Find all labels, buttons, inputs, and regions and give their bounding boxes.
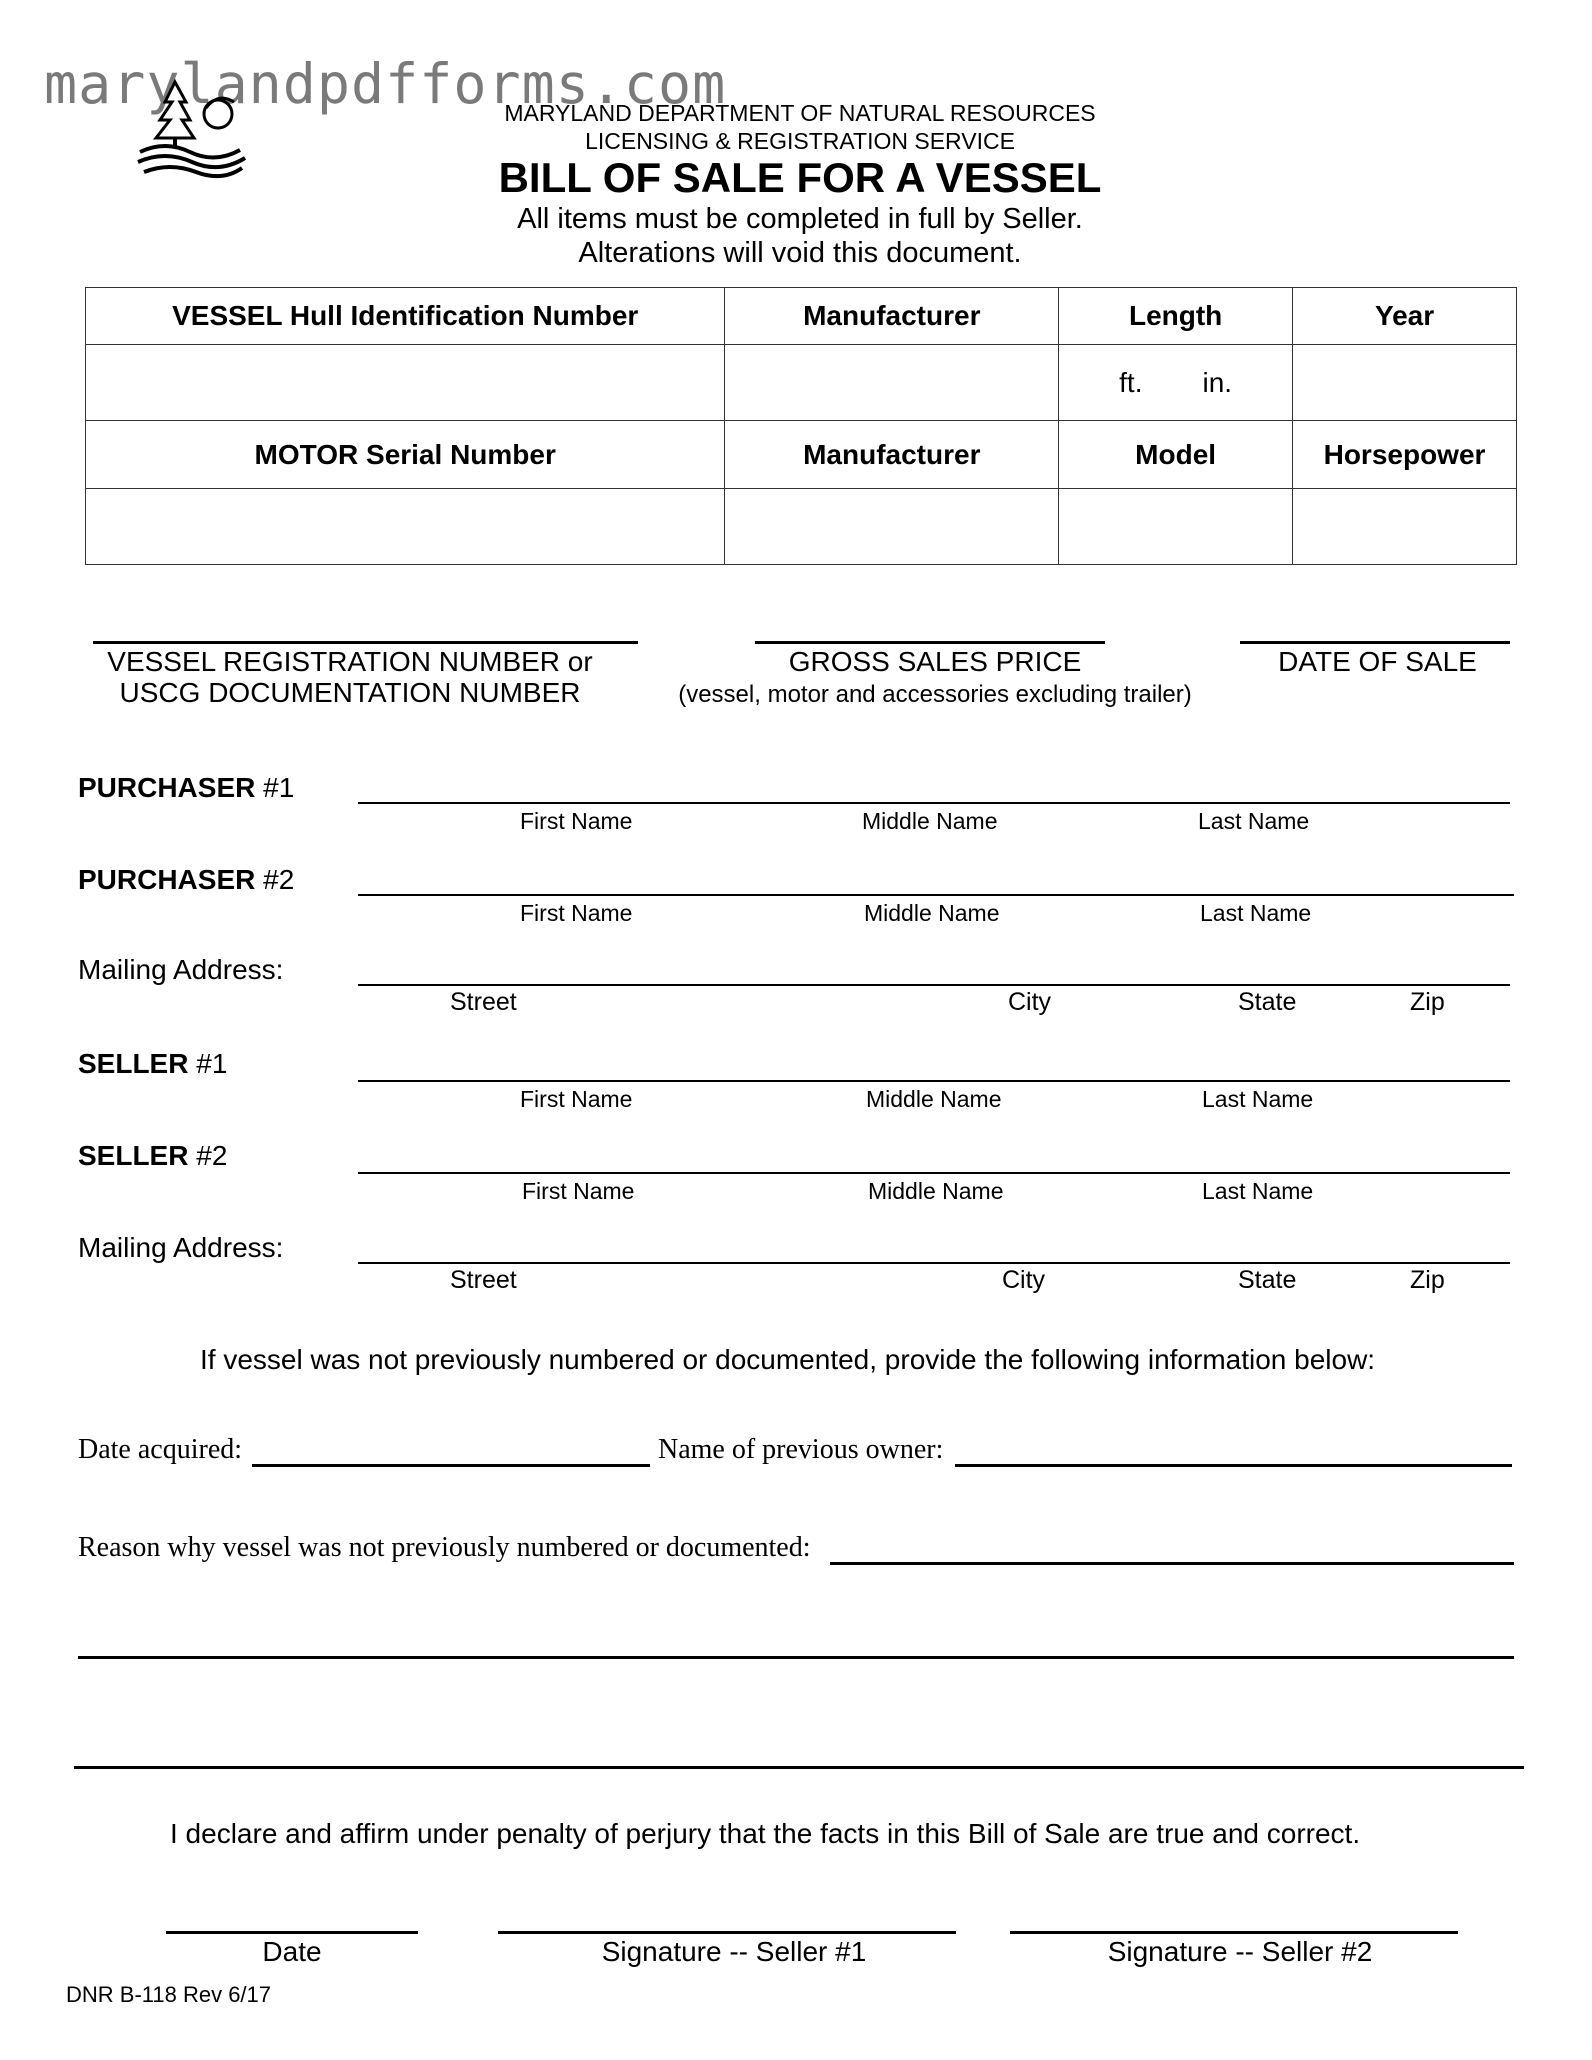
previous-owner-field[interactable] — [955, 1464, 1512, 1467]
vessel-motor-table — [85, 287, 1517, 565]
seller-2-name-field[interactable] — [358, 1172, 1510, 1174]
hull-id-header: VESSEL Hull Identification Number — [86, 288, 725, 345]
seller-2-signature-label: Signature -- Seller #2 — [1107, 1936, 1373, 1967]
seller-1-name-field[interactable] — [358, 1080, 1510, 1082]
dnr-logo — [130, 72, 255, 182]
purchaser-1-label: PURCHASER #1 — [78, 772, 295, 803]
registration-number-field[interactable] — [93, 641, 638, 644]
seller-1-first-name-label: First Name — [520, 1086, 633, 1112]
hull-id-field[interactable] — [86, 345, 725, 421]
seller-street-label: Street — [450, 1266, 517, 1294]
gross-sales-price-label: GROSS SALES PRICE — [788, 646, 1082, 677]
vessel-manufacturer-field[interactable] — [725, 345, 1059, 421]
seller-2-signature-field[interactable] — [1010, 1931, 1458, 1934]
purchaser-2-last-name-label: Last Name — [1200, 900, 1312, 926]
seller-state-label: State — [1238, 1266, 1297, 1294]
vessel-manufacturer-header: Manufacturer — [725, 288, 1059, 345]
seller-mailing-address-label: Mailing Address: — [78, 1232, 284, 1263]
year-header: Year — [1293, 288, 1517, 345]
date-of-sale-field[interactable] — [1240, 641, 1510, 644]
form-title: BILL OF SALE FOR A VESSEL — [498, 154, 1102, 201]
service-name: LICENSING & REGISTRATION SERVICE — [585, 128, 1015, 154]
seller-1-last-name-label: Last Name — [1202, 1086, 1314, 1112]
length-in-label: in. — [1202, 366, 1233, 398]
vessel-header-row — [86, 288, 1517, 345]
motor-manufacturer-header: Manufacturer — [725, 421, 1059, 489]
seller-mailing-address-field[interactable] — [358, 1262, 1510, 1264]
signature-date-field[interactable] — [166, 1931, 418, 1934]
reason-label: Reason why vessel was not previously numbered or documented: — [78, 1532, 811, 1563]
date-of-sale-label: DATE OF SALE — [1278, 646, 1477, 677]
gross-sales-price-note: (vessel, motor and accessories excluding trailer) — [678, 681, 1192, 708]
agency-name: MARYLAND DEPARTMENT OF NATURAL RESOURCES — [504, 100, 1096, 126]
date-acquired-label: Date acquired: — [78, 1434, 243, 1465]
instruction-line-2: Alterations will void this document. — [578, 237, 1022, 269]
watermark: marylandpdfforms.com — [44, 52, 727, 116]
purchaser-1-last-name-label: Last Name — [1198, 808, 1310, 834]
purchaser-city-label: City — [1008, 988, 1052, 1016]
purchaser-street-label: Street — [450, 988, 517, 1016]
purchaser-2-label: PURCHASER #2 — [78, 864, 295, 895]
purchaser-2-first-name-label: First Name — [520, 900, 633, 926]
not-numbered-instruction: If vessel was not previously numbered or documented, provide the following information below: — [200, 1344, 1376, 1375]
seller-1-middle-name-label: Middle Name — [866, 1086, 1002, 1112]
purchaser-1-first-name-label: First Name — [520, 808, 633, 834]
purchaser-mailing-address-label: Mailing Address: — [78, 954, 284, 985]
seller-2-first-name-label: First Name — [522, 1178, 635, 1204]
motor-manufacturer-field[interactable] — [725, 489, 1059, 565]
seller-2-last-name-label: Last Name — [1202, 1178, 1314, 1204]
model-header: Model — [1059, 421, 1293, 489]
seller-1-label: SELLER #1 — [78, 1048, 228, 1079]
year-field[interactable] — [1293, 345, 1517, 421]
length-header: Length — [1059, 288, 1293, 345]
seller-2-middle-name-label: Middle Name — [868, 1178, 1004, 1204]
motor-serial-field[interactable] — [86, 489, 725, 565]
perjury-declaration: I declare and affirm under penalty of perjury that the facts in this Bill of Sale are true and correct. — [170, 1818, 1361, 1849]
vessel-input-row — [86, 345, 1517, 421]
seller-1-signature-field[interactable] — [498, 1931, 956, 1934]
motor-input-row — [86, 489, 1517, 565]
seller-1-signature-label: Signature -- Seller #1 — [601, 1936, 867, 1967]
motor-serial-header: MOTOR Serial Number — [86, 421, 725, 489]
purchaser-1-name-field[interactable] — [358, 802, 1510, 804]
purchaser-1-middle-name-label: Middle Name — [862, 808, 998, 834]
signature-date-label: Date — [262, 1936, 322, 1967]
registration-label-1: VESSEL REGISTRATION NUMBER or — [107, 646, 593, 677]
seller-2-label: SELLER #2 — [78, 1140, 228, 1171]
gross-sales-price-field[interactable] — [755, 641, 1105, 644]
purchaser-2-middle-name-label: Middle Name — [864, 900, 1000, 926]
previous-owner-label: Name of previous owner: — [658, 1434, 944, 1465]
reason-field-line-2[interactable] — [78, 1656, 1514, 1659]
motor-header-row — [86, 421, 1517, 489]
instruction-line-1: All items must be completed in full by Seller. — [517, 203, 1083, 235]
reason-field-line-3[interactable] — [74, 1766, 1524, 1769]
horsepower-header: Horsepower — [1293, 421, 1517, 489]
date-acquired-field[interactable] — [252, 1464, 650, 1467]
purchaser-zip-label: Zip — [1410, 988, 1445, 1016]
reason-field[interactable] — [830, 1562, 1514, 1565]
purchaser-2-name-field[interactable] — [358, 894, 1514, 896]
form-number: DNR B-118 Rev 6/17 — [66, 1982, 272, 2007]
registration-label-2: USCG DOCUMENTATION NUMBER — [119, 677, 581, 708]
purchaser-state-label: State — [1238, 988, 1297, 1016]
horsepower-field[interactable] — [1293, 489, 1517, 565]
length-ft-label: ft. — [1119, 366, 1143, 398]
seller-zip-label: Zip — [1410, 1266, 1445, 1294]
seller-city-label: City — [1002, 1266, 1046, 1294]
model-field[interactable] — [1059, 489, 1293, 565]
purchaser-mailing-address-field[interactable] — [358, 984, 1510, 986]
length-field[interactable] — [1059, 345, 1293, 421]
